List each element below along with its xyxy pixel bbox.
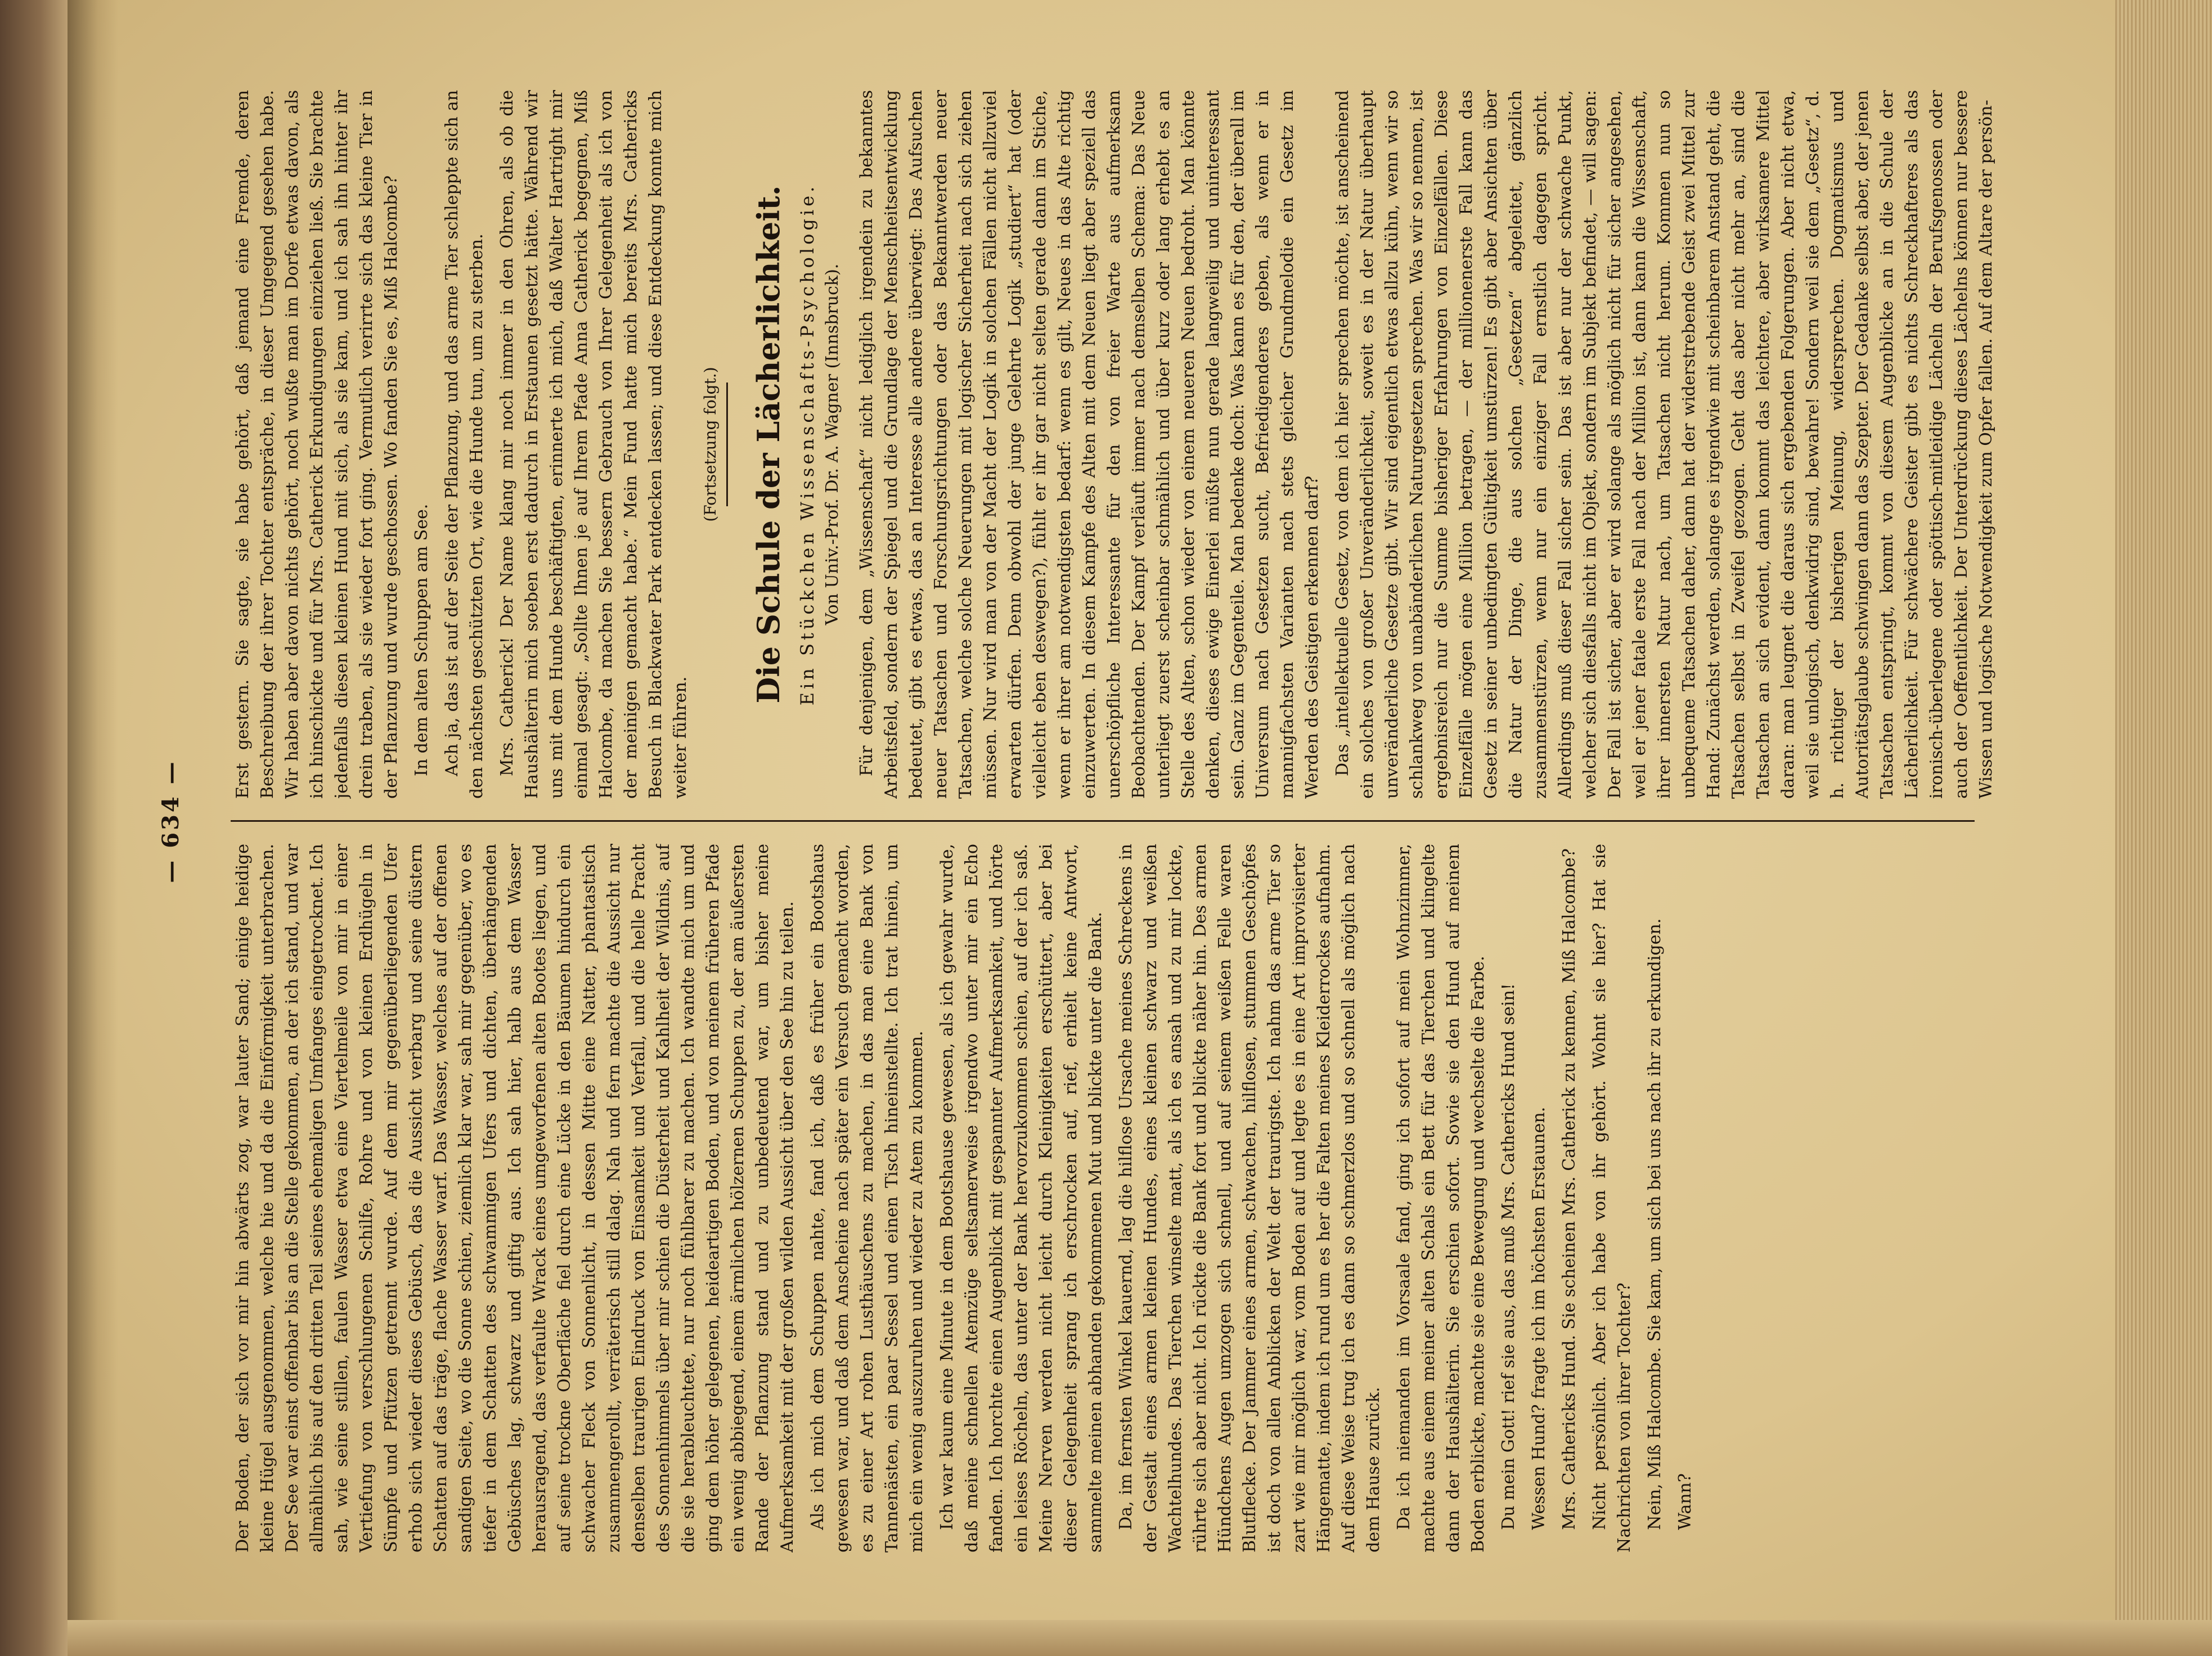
left-paragraph: Da, im fernsten Winkel kauernd, lag die hilflose Ursache meines Schreckens in der Gestalt eines armen kleinen Hundes, eines kleinen schwarz und weißen Wachtelhundes. Das Tierchen winselte matt, als ich es ansah und zu mir lockte, rührte sich aber nicht. Ich rückte die Bank fort und blickte näher hin. Des armen Hündchens Augen umzogen sich schnell, und auf seinem weißen Felle waren Blutflecke. Der Jammer eines armen, schwachen, hilflosen, stummen Geschöpfes ist doch von allen Anblicken der Welt der traurigste. Ich nahm das arme Tier so zart wie mir möglich war, vom Boden auf und legte es in eine Art improvisierter Hängematte, indem ich rund um es her die Falten meines Kleiderrockes aufnahm. Auf diese Weise trug ich es dann so schmerzlos und so schnell als möglich nach dem Hause zurück. (1116, 844, 1383, 1552)
bottom-page-edge (68, 1620, 2212, 1656)
left-paragraph: Wessen Hund? fragte ich im höchsten Erstaunen. (1529, 1106, 1549, 1530)
article-paragraph: Für denjenigen, dem „Wissenschaft“ nicht lediglich irgendein zu bekanntes Arbeitsfeld, sondern der Spiegel und die Grundlage der Menschheitsentwicklung bedeutet, gibt es etwas, das an Interesse alle andere überwiegt: Das Aufsuchen neuer Tatsachen und Forschungsrichtungen oder das Bekanntwerden neuer Tatsachen, welche solche Neuerungen mit logischer Sicherheit nach sich ziehen müssen. Nur wird man von der Macht der Logik in solchen Fällen nicht allzuviel erwarten dürfen. Denn obwohl der junge Gelehrte Logik „studiert“ hat (oder vielleicht eben deswegen?), fühlt er ihr gar nicht selten gerade dann im Stiche, wenn er ihrer am notwendigsten bedarf: wenn es gilt, Neues in das Alte richtig einzuwerten. In diesem Kampfe des Alten mit dem Neuen liegt aber speziell das unerschöpfliche Interessante für den von freier Warte aus aufmerksam Beobachtenden. Der Kampf verläuft immer nach demselben Schema: Das Neue unterliegt zuerst scheinbar schmählich und über kurz oder lang erhebt es an Stelle des Alten, schon wieder von einem neueren Neuen bedroht. Man könnte denken, dieses ewige Einerlei müßte nun gerade langweilig und uninteressant sein. Ganz im Gegenteile. Man bedenke doch: Was kann es für den, der überall im Universum nach Gesetzen sucht, Befriedigenderes geben, als wenn er in mannigfachsten Varianten nach stets gleicher Grundmelodie ein Gesetz im Werden des Geistigen erkennen darf? (857, 90, 1322, 799)
right-paragraph: Mrs. Catherick! Der Name klang mir noch immer in den Ohren, als ob die Haushälterin mich soeben erst dadurch in Erstaunen gesetzt hätte. Während wir uns mit dem Hunde beschäftigten, erinnerte ich mich, daß Walter Hartright mir einmal gesagt: „Sollte Ihnen je auf Ihrem Pfade Anna Catherick begegnen, Miß Halcombe, da machen Sie bessern Gebrauch von Ihrer Gelegenheit als ich von der meinigen gemacht habe.“ Mein Fund hatte mich bereits Mrs. Cathericks Besuch in Blackwater Park entdecken lassen; und diese Entdeckung konnte mich weiter führen. (497, 90, 690, 799)
section-rule (726, 382, 728, 506)
rotated-page-content (146, 90, 2059, 1552)
left-paragraph: Der Boden, der sich vor mir hin abwärts zog, war lauter Sand; einige heidige kleine Hügel ausgenommen, welche hie und da die Einförmigkeit unterbrachen. Der See war einst offenbar bis an die Stelle gekommen, an der ich stand, und war allmählich bis auf den dritten Teil seines ehemaligen Umfanges eingetrocknet. Ich sah, wie seine stillen, faulen Wasser etwa eine Viertelmeile von mir in einer Vertiefung von verschlungenen Schilfe, Rohre und von kleinen Erdhügeln in Sümpfe und Pfützen getrennt wurde. Auf dem mir gegenüberliegenden Ufer erhob sich wieder dieses Gebüsch, das die Aussicht verbarg und seine düstern Schatten auf das träge, flache Wasser warf. Das Wasser, welches auf der offenen sandigen Seite, wo die Sonne schien, ziemlich klar war, sah mir gegenüber, wo es tiefer in dem Schatten des schwammigen Ufers und dichten, überhängenden Gebüsches lag, schwarz und giftig aus. Ich sah hier, halb aus dem Wasser herausragend, das verfaulte Wrack eines umgeworfenen alten Bootes liegen, und auf seine trockne Oberfläche fiel durch eine Lücke in den Bäumen hindurch ein schwacher Fleck von Sonnenlicht, in dessen Mitte eine Natter, phantastisch zusammengerollt, verräterisch still dalag. Nah und fern machte die Aussicht nur denselben traurigen Eindruck von Einsamkeit und Verfall, und die helle Pracht des Sonnenhimmels über mir schien die Düsterheit und Kahlheit der Wildnis, auf die sie herableuchtete, nur noch fühlbarer zu machen. Ich wandte mich um und ging dem höher gelegenen, heideartigen Boden, und von meinem früheren Pfade ein wenig abbiegend, einem ärmlichen hölzernen Schuppen zu, der am äußersten Rande der Pflanzung stand und zu unbedeutend war, um bisher meine Aufmerksamkeit mit der großen wilden Aussicht über den See hin zu teilen. (233, 844, 797, 1552)
right-column (231, 90, 2031, 799)
column-divider (231, 820, 1975, 822)
left-paragraph: Du mein Gott! rief sie aus, das muß Mrs. Cathericks Hund sein! (1499, 983, 1518, 1530)
left-paragraph: Ich war kaum eine Minute in dem Bootshause gewesen, als ich gewahr wurde, daß meine schnellen Atemzüge seltsamerweise irgendwo unter mir ein Echo fanden. Ich horchte einen Augenblick mit gespannter Aufmerksamkeit, und hörte ein leises Röcheln, das unter der Bank hervorzukommen schien, auf der ich saß. Meine Nerven werden nicht leicht durch Kleinigkeiten erschüttert, aber bei dieser Gelegenheit sprang ich erschrocken auf, rief, erhielt keine Antwort, sammelte meinen abhanden gekommenen Mut und blickte unter die Bank. (937, 844, 1105, 1552)
left-paragraph: Nein, Miß Halcombe. Sie kam, um sich bei uns nach ihr zu erkundigen. (1645, 918, 1665, 1530)
page-edge-stack (2115, 0, 2212, 1656)
article-title: Die Schule der Lächerlichkeit. (750, 185, 786, 704)
article-byline: Von Univ.-Prof. Dr. A. Wagner (Innsbruck). (822, 263, 842, 626)
continued-note: (Fortsetzung folgt.) (701, 367, 720, 522)
page-number: — 634 — (158, 759, 184, 883)
left-paragraph: Da ich niemanden im Vorsaale fand, ging ich sofort auf mein Wohnzimmer, machte aus einem meiner alten Schals ein Bett für das Tierchen und klingelte dann der Haushälterin. Sie erschien sofort. Sowie sie den Hund auf meinem Boden erblickte, machte sie eine Bewegung und wechselte die Farbe. (1394, 844, 1488, 1552)
left-paragraph: Als ich mich dem Schuppen nahte, fand ich, daß es früher ein Bootshaus gewesen war, und daß dem Anscheine nach später ein Versuch gemacht worden, es zu einer Art rohen Lusthäuschens zu machen, in das man eine Bank von Tannenästen, ein paar Sessel und einen Tisch hineinstellte. Ich trat hinein, um mich ein wenig auszuruhen und wieder zu Atem zu kommen. (808, 844, 927, 1552)
right-paragraph: In dem alten Schuppen am See. (412, 503, 431, 776)
article-subtitle: Ein Stückchen Wissenschafts-Psychologie. (797, 183, 818, 706)
right-paragraph: Ach ja, das ist auf der Seite der Pflanzung, und das arme Tier schleppte sich an den nächsten geschützten Ort, wie die Hunde tun, um zu sterben. (442, 90, 487, 799)
left-paragraph: Mrs. Cathericks Hund. Sie scheinen Mrs. Catherick zu kennen, Miß Halcombe? (1559, 848, 1579, 1530)
page-gutter-shadow (68, 0, 118, 1656)
right-paragraph: Erst gestern. Sie sagte, sie habe gehört, daß jemand eine Fremde, deren Beschreibung der ihrer Tochter entspräche, in dieser Umgegend gesehen habe. Wir haben aber davon nichts gehört, noch wußte man im Dorfe etwas davon, als ich hinschickte und für Mrs. Catherick Erkundigungen einziehen ließ. Sie brachte jedenfalls diesen kleinen Hund mit sich, als sie kam, und ich sah ihn hinter ihr drein traben, als sie wieder fort ging. Vermutlich verirrte sich das kleine Tier in der Pflanzung und wurde geschossen. Wo fanden Sie es, Miß Halcombe? (233, 90, 401, 799)
left-paragraph: Wann? (1675, 1473, 1695, 1530)
previous-page-sliver (0, 0, 73, 1656)
left-column (231, 844, 2031, 1552)
article-paragraph: Das „intellektuelle Gesetz, von dem ich hier sprechen möchte, ist anscheinend ein solches von großer Unveränderlichkeit, soweit es in der Natur überhaupt unveränderliche Gesetze gibt. Wir sind eigentlich etwas allzu kühn, wenn wir so schlankweg von unabänderlichen Naturgesetzen sprechen. Was wir so nennen, ist ergebnisreich nur die Summe bisheriger Erfahrungen von Einzelfällen. Diese Einzelfälle mögen eine Million betragen, — der millionenerste Fall kann das Gesetz in seiner unbedingten Gültigkeit umstürzen! Es gibt aber Ansichten über die Natur der Dinge, die aus solchen „Gesetzen“ abgeleitet, gänzlich zusammenstürzen, wenn nur ein einziger Fall ernstlich dagegen spricht. Allerdings muß dieser Fall sicher sein. Das ist aber nur der schwache Punkt, welcher sich diesfalls nicht im Objekt, sondern im Subjekt befindet, — will sagen: Der Fall ist sicher, aber er wird solange als möglich nicht für sicher angesehen, weil er jener fatale erste Fall nach der Million ist, dann kann die Wissenschaft, ihrer innersten Natur nach, um Tatsachen nicht herum. Kommen nun so unbequeme Tatsachen daher, dann hat der widerstrebende Geist zwei Mittel zur Hand: Zunächst werden, solange es irgendwie mit scheinbarem Anstand geht, die Tatsachen selbst in Zweifel gezogen. Geht das aber nicht mehr an, sind die Tatsachen an sich evident, dann kommt das leichtere, aber wirksamere Mittel daran: man leugnet die daraus sich ergebenden Folgerungen. Aber nicht etwa, weil sie unlogisch, denkwidrig sind, bewahre! Sondern weil sie dem „Gesetz“, d. h. richtiger der bisherigen Meinung, widersprechen. Dogmatismus und Autoritätsglaube schwingen dann das Szepter. Der Gedanke selbst aber, der jenen Tatsachen entspringt, kommt von diesem Augenblicke an in die Schule der Lächerlichkeit. Für schwächere Geister gibt es nichts Schreckhafteres als das ironisch-überlegene oder spöttisch-mitleidige Lächeln der Berufsgenossen oder auch der Oeffentlichkeit. Der Unterdrückung dieses Lächelns können nur bessere Wissen und logische Notwendigkeit zum Opfer fallen. Auf dem Altare der persön- (1333, 90, 1996, 799)
left-paragraph: Nicht persönlich. Aber ich habe von ihr gehört. Wohnt sie hier? Hat sie Nachrichten von ihrer Tochter? (1590, 844, 1634, 1552)
